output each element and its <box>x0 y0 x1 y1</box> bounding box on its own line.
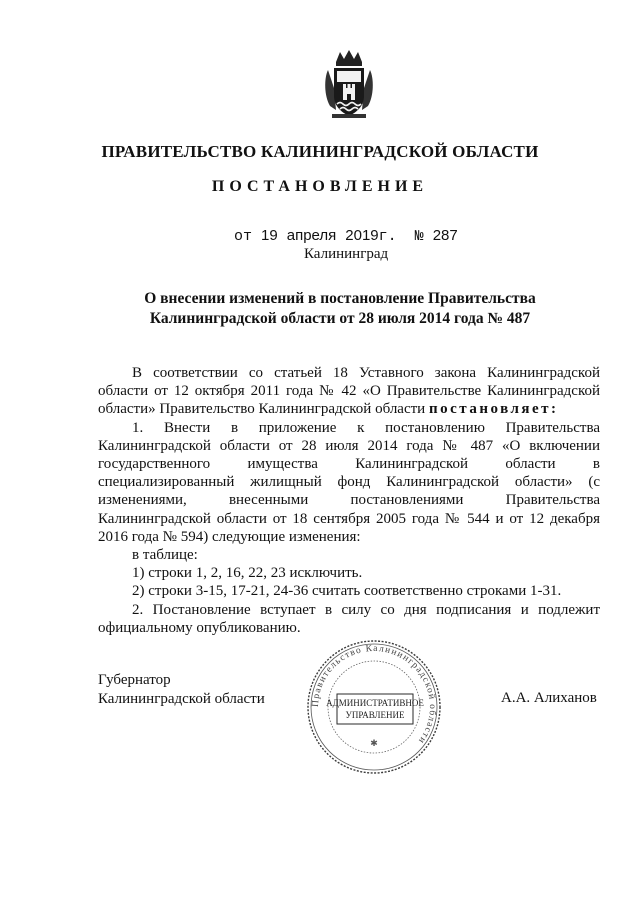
item-2-paragraph: 2. Постановление вступает в силу со дня подписания и подлежит официальному опубликованию. <box>98 601 600 636</box>
date-year: 2019 <box>345 227 379 244</box>
document-body <box>98 364 600 637</box>
svg-text:АДМИНИСТРАТИВНОЕ: АДМИНИСТРАТИВНОЕ <box>326 698 424 708</box>
svg-text:Правительство Калининградской: Правительство Калининградской области <box>310 643 438 746</box>
date-prefix: от <box>234 228 253 245</box>
intro-text: В соответствии со статьей 18 Уставного закона Калининградской области от 12 октября 2011 года № 42 «О Правительстве Калининградской области» Правительство Калининградской области <box>98 365 600 418</box>
date-day: 19 <box>261 227 278 244</box>
date-month: апреля <box>286 227 337 244</box>
position-line-2: Калининградской области <box>98 691 265 707</box>
position-line-1: Губернатор <box>98 672 171 688</box>
date-line <box>234 227 458 245</box>
official-round-seal-icon <box>303 638 445 776</box>
date-year-suffix: г. <box>378 228 397 245</box>
in-table-line: в таблице: <box>132 547 198 564</box>
city: Калининград <box>304 246 389 262</box>
decree-word: постановляет: <box>428 401 559 418</box>
number-sign: № <box>414 228 424 245</box>
subject-line-1: О внесении изменений в постановление Правительства <box>144 290 536 307</box>
document-subject <box>120 289 560 329</box>
change-1-line: 1) строки 1, 2, 16, 22, 23 исключить. <box>132 565 363 582</box>
kaliningrad-coat-of-arms-icon <box>322 48 376 120</box>
government-title: ПРАВИТЕЛЬСТВО КАЛИНИНГРАДСКОЙ ОБЛАСТИ <box>101 142 539 161</box>
signatory-position <box>98 671 265 709</box>
change-2-line: 2) строки 3-15, 17-21, 24-36 считать соответственно строками 1-31. <box>132 583 562 600</box>
intro-paragraph <box>98 364 600 419</box>
svg-text:✱: ✱ <box>370 739 378 749</box>
signatory-name: А.А. Алиханов <box>501 690 597 706</box>
document-number: 287 <box>432 227 458 244</box>
svg-text:УПРАВЛЕНИЕ: УПРАВЛЕНИЕ <box>345 710 405 720</box>
subject-line-2: Калининградской области от 28 июля 2014 года № 487 <box>149 310 531 327</box>
document-kind: ПОСТАНОВЛЕНИЕ <box>211 178 429 195</box>
item-1-paragraph: 1. Внести в приложение к постановлению Правительства Калининградской области от 28 июля 2014 года № 487 «О включении государственного имущества Калининградской области в специализированный жилищный фонд Калининградской области» (с изменениями, внесенными постановлениями Правительства Калининградской области от 18 сентября 2005 года № 544 и от 12 декабря 2016 года № 594) следующие изменения: <box>98 419 600 545</box>
